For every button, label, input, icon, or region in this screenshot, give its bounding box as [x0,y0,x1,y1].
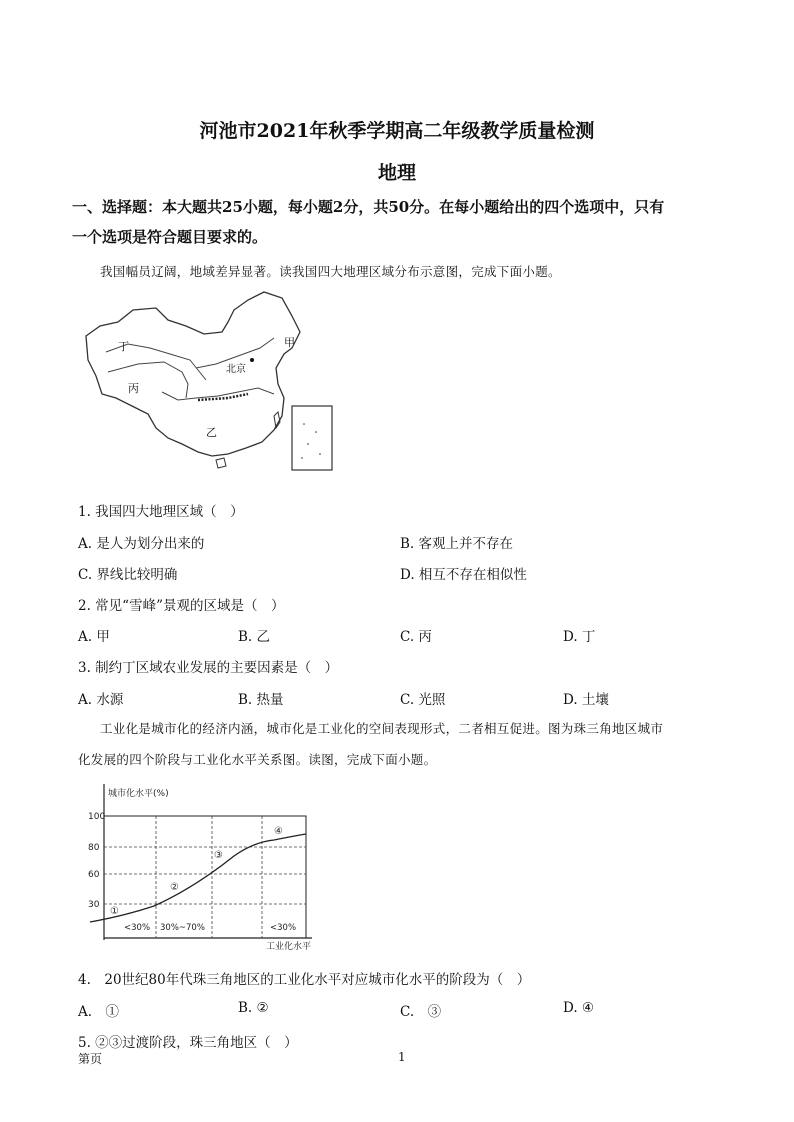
urbanization-curve [90,834,306,922]
map-label-beijing: 北京 [226,364,246,375]
stage-marker-4: ④ [274,826,283,837]
map-label-bing: 丙 [128,382,139,395]
stage-marker-1: ① [110,906,119,917]
q2-option-a: A. 甲 [78,629,110,645]
urbanization-chart [84,778,346,953]
intro-paragraph-2-line1: 工业化是城市化的经济内涵，城市化是工业化的空间表现形式，二者相互促进。图为珠三角地区城市 [100,721,664,736]
q1-stem: 1. 我国四大地理区域（ ） [78,504,244,520]
map-label-yi: 乙 [206,426,217,439]
china-outline [86,292,300,456]
q1-option-c: C. 界线比较明确 [78,567,178,583]
stage-divider-lines [156,816,262,938]
q3-option-a: A. 水源 [78,692,124,708]
q4-stem: 4. 20世纪80年代珠三角地区的工业化水平对应城市化水平的阶段为（ ） [78,972,531,988]
x-band-label-1: <30% [124,923,151,933]
q1-option-a: A. 是人为划分出来的 [78,536,205,552]
q5-stem: 5. ②③过渡阶段，珠三角地区（ ） [78,1035,298,1051]
q4-option-d: D. ④ [563,1000,595,1016]
intro-paragraph-2-line2: 化发展的四个阶段与工业化水平关系图。读图，完成下面小题。 [78,752,437,767]
subject-title: 地理 [377,162,416,184]
y-tick-label-30: 30 [88,900,100,910]
q1-option-b: B. 客观上并不存在 [400,536,514,552]
q3-option-c: C. 光照 [400,692,446,708]
taiwan-island [274,412,280,428]
q3-option-d: D. 土壤 [563,692,609,708]
y-ticks [88,812,105,910]
y-tick-label-80: 80 [88,843,100,853]
boundary-qinghai-tibet [108,362,188,398]
south-china-sea-inset [292,406,332,470]
map-label-ding: 丁 [118,340,129,353]
china-regions-map [78,288,340,480]
q2-option-c: C. 丙 [400,629,432,645]
section-heading-line1: 一、选择题：本大题共25小题，每小题2分，共50分。在每小题给出的四个选项中，只有 [72,198,665,216]
stage-marker-3: ③ [214,850,223,861]
q4-option-a: A. ① [78,1004,120,1020]
q2-option-d: D. 丁 [563,629,596,645]
y-tick-label-100: 100 [88,812,106,822]
q3-stem: 3. 制约丁区域农业发展的主要因素是（ ） [78,660,339,676]
inset-islands [301,423,321,459]
footer-page-number: 1 [398,1050,406,1064]
q2-option-b: B. 乙 [238,629,271,645]
x-axis-label: 工业化水平 [266,942,312,952]
q4-option-c: C. ③ [400,1004,442,1020]
q2-stem: 2. 常见“雪峰”景观的区域是（ ） [78,598,285,614]
x-band-label-2: 30%~70% [160,923,205,933]
q3-option-b: B. 热量 [238,692,284,708]
section-heading-line2: 一个选项是符合题目要求的。 [72,228,268,246]
y-axis-label: 城市化水平(%) [108,789,169,799]
footer-page-label: 第页 [78,1052,103,1066]
x-band-label-3: <30% [270,923,297,933]
boundary-north-south [162,388,274,400]
stage-marker-2: ② [170,882,179,893]
y-tick-label-60: 60 [88,870,100,880]
q1-option-d: D. 相互不存在相似性 [400,567,527,583]
beijing-dot [250,358,254,362]
exam-title: 河池市2021年秋季学期高二年级教学质量检测 [199,120,595,142]
map-label-jia: 甲 [284,336,295,349]
q4-option-b: B. ② [238,1000,269,1016]
intro-paragraph-1: 我国幅员辽阔，地域差异显著。读我国四大地理区域分布示意图，完成下面小题。 [100,264,561,279]
grid-lines [104,847,306,904]
hainan-island [216,458,226,468]
